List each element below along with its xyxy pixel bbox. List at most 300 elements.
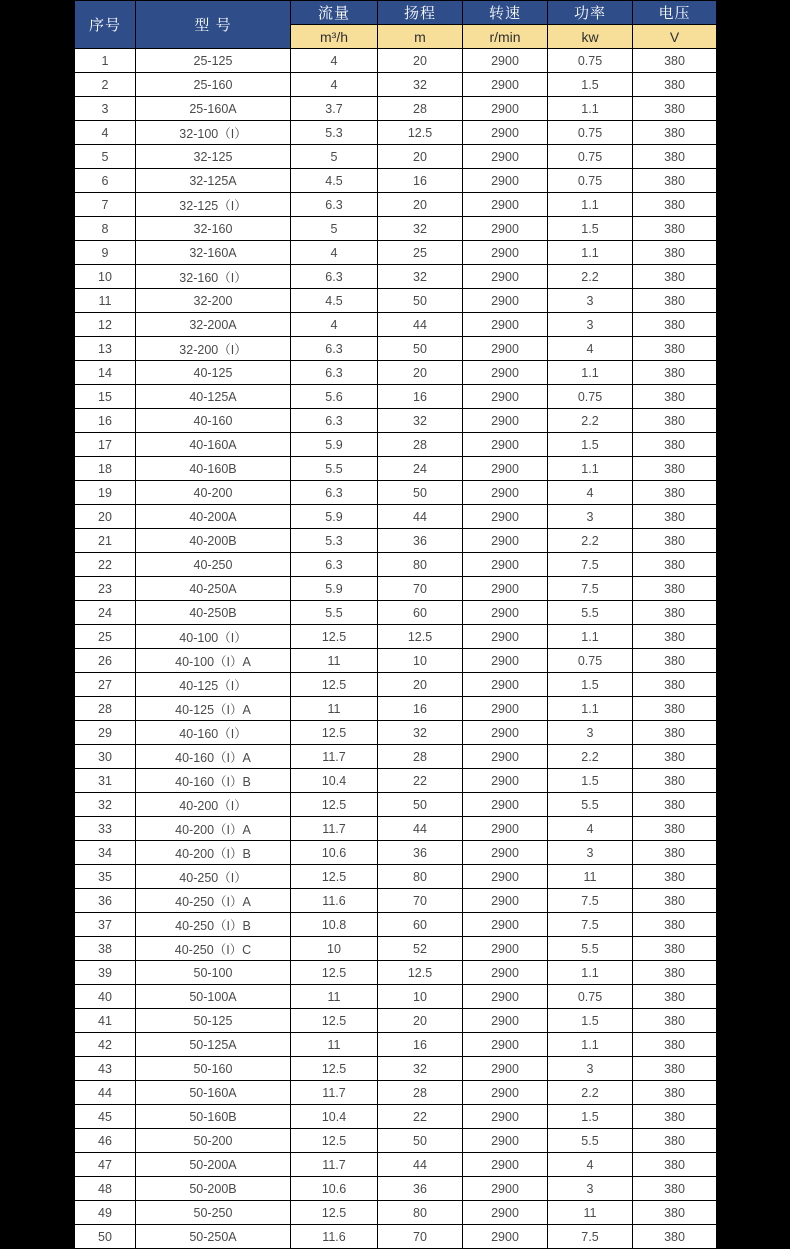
cell-power: 11 bbox=[548, 1201, 633, 1225]
cell-voltage: 380 bbox=[633, 721, 717, 745]
cell-speed: 2900 bbox=[463, 673, 548, 697]
cell-head: 50 bbox=[378, 793, 463, 817]
cell-speed: 2900 bbox=[463, 841, 548, 865]
cell-flow: 12.5 bbox=[291, 1009, 378, 1033]
cell-flow: 10.6 bbox=[291, 1177, 378, 1201]
cell-head: 44 bbox=[378, 313, 463, 337]
cell-voltage: 380 bbox=[633, 1009, 717, 1033]
cell-flow: 6.3 bbox=[291, 193, 378, 217]
cell-model: 50-200A bbox=[136, 1153, 291, 1177]
cell-power: 2.2 bbox=[548, 265, 633, 289]
cell-serial: 31 bbox=[75, 769, 136, 793]
cell-serial: 42 bbox=[75, 1033, 136, 1057]
unit-power: kw bbox=[548, 25, 633, 49]
cell-model: 50-250 bbox=[136, 1201, 291, 1225]
table-row bbox=[75, 169, 717, 193]
cell-model: 50-160A bbox=[136, 1081, 291, 1105]
cell-serial: 34 bbox=[75, 841, 136, 865]
cell-head: 12.5 bbox=[378, 625, 463, 649]
cell-serial: 5 bbox=[75, 145, 136, 169]
cell-speed: 2900 bbox=[463, 817, 548, 841]
cell-serial: 44 bbox=[75, 1081, 136, 1105]
cell-voltage: 380 bbox=[633, 817, 717, 841]
cell-speed: 2900 bbox=[463, 793, 548, 817]
table-row bbox=[75, 697, 717, 721]
cell-flow: 5.5 bbox=[291, 457, 378, 481]
table-row bbox=[75, 625, 717, 649]
cell-serial: 50 bbox=[75, 1225, 136, 1249]
cell-model: 40-125A bbox=[136, 385, 291, 409]
unit-voltage: V bbox=[633, 25, 717, 49]
table-row bbox=[75, 1177, 717, 1201]
cell-serial: 35 bbox=[75, 865, 136, 889]
table-row bbox=[75, 1225, 717, 1249]
cell-flow: 10.4 bbox=[291, 1105, 378, 1129]
cell-flow: 11.7 bbox=[291, 1081, 378, 1105]
cell-model: 40-200A bbox=[136, 505, 291, 529]
cell-model: 32-200 bbox=[136, 289, 291, 313]
cell-power: 7.5 bbox=[548, 889, 633, 913]
cell-power: 5.5 bbox=[548, 1129, 633, 1153]
cell-voltage: 380 bbox=[633, 913, 717, 937]
unit-flow: m³/h bbox=[291, 25, 378, 49]
cell-voltage: 380 bbox=[633, 289, 717, 313]
table-row bbox=[75, 1105, 717, 1129]
cell-model: 40-250A bbox=[136, 577, 291, 601]
cell-model: 40-125（I） bbox=[136, 673, 291, 697]
cell-speed: 2900 bbox=[463, 913, 548, 937]
cell-model: 32-125 bbox=[136, 145, 291, 169]
table-row bbox=[75, 841, 717, 865]
cell-model: 32-200A bbox=[136, 313, 291, 337]
table-row bbox=[75, 49, 717, 73]
cell-flow: 11.7 bbox=[291, 745, 378, 769]
table-row bbox=[75, 1129, 717, 1153]
cell-voltage: 380 bbox=[633, 1177, 717, 1201]
cell-model: 50-250A bbox=[136, 1225, 291, 1249]
cell-head: 60 bbox=[378, 601, 463, 625]
cell-head: 20 bbox=[378, 145, 463, 169]
cell-model: 32-125（I） bbox=[136, 193, 291, 217]
cell-voltage: 380 bbox=[633, 985, 717, 1009]
cell-power: 4 bbox=[548, 817, 633, 841]
cell-head: 32 bbox=[378, 1057, 463, 1081]
cell-power: 5.5 bbox=[548, 937, 633, 961]
cell-power: 1.1 bbox=[548, 697, 633, 721]
cell-serial: 14 bbox=[75, 361, 136, 385]
cell-model: 32-160 bbox=[136, 217, 291, 241]
cell-power: 4 bbox=[548, 1153, 633, 1177]
cell-model: 40-200（I）A bbox=[136, 817, 291, 841]
cell-model: 50-100 bbox=[136, 961, 291, 985]
table-row bbox=[75, 649, 717, 673]
cell-head: 80 bbox=[378, 1201, 463, 1225]
table-row bbox=[75, 937, 717, 961]
cell-serial: 39 bbox=[75, 961, 136, 985]
cell-speed: 2900 bbox=[463, 1009, 548, 1033]
cell-head: 24 bbox=[378, 457, 463, 481]
cell-speed: 2900 bbox=[463, 145, 548, 169]
cell-voltage: 380 bbox=[633, 313, 717, 337]
cell-power: 3 bbox=[548, 289, 633, 313]
cell-speed: 2900 bbox=[463, 97, 548, 121]
cell-speed: 2900 bbox=[463, 1105, 548, 1129]
cell-head: 32 bbox=[378, 73, 463, 97]
cell-flow: 12.5 bbox=[291, 865, 378, 889]
cell-model: 40-160（I）A bbox=[136, 745, 291, 769]
cell-voltage: 380 bbox=[633, 601, 717, 625]
cell-power: 2.2 bbox=[548, 745, 633, 769]
cell-serial: 24 bbox=[75, 601, 136, 625]
table-row bbox=[75, 985, 717, 1009]
cell-model: 32-100（I） bbox=[136, 121, 291, 145]
cell-head: 16 bbox=[378, 169, 463, 193]
cell-power: 4 bbox=[548, 337, 633, 361]
cell-model: 40-250（I）C bbox=[136, 937, 291, 961]
column-header-voltage: 电压 bbox=[633, 1, 717, 25]
cell-power: 3 bbox=[548, 1057, 633, 1081]
cell-serial: 20 bbox=[75, 505, 136, 529]
cell-serial: 21 bbox=[75, 529, 136, 553]
cell-head: 22 bbox=[378, 769, 463, 793]
cell-flow: 10.6 bbox=[291, 841, 378, 865]
cell-model: 40-160（I）B bbox=[136, 769, 291, 793]
cell-flow: 10.8 bbox=[291, 913, 378, 937]
cell-model: 50-125A bbox=[136, 1033, 291, 1057]
cell-flow: 5 bbox=[291, 145, 378, 169]
cell-voltage: 380 bbox=[633, 385, 717, 409]
cell-flow: 12.5 bbox=[291, 793, 378, 817]
cell-speed: 2900 bbox=[463, 721, 548, 745]
cell-serial: 17 bbox=[75, 433, 136, 457]
cell-power: 7.5 bbox=[548, 553, 633, 577]
table-row bbox=[75, 913, 717, 937]
cell-model: 25-160 bbox=[136, 73, 291, 97]
cell-model: 50-100A bbox=[136, 985, 291, 1009]
cell-voltage: 380 bbox=[633, 193, 717, 217]
cell-speed: 2900 bbox=[463, 1225, 548, 1249]
cell-serial: 23 bbox=[75, 577, 136, 601]
cell-serial: 27 bbox=[75, 673, 136, 697]
cell-speed: 2900 bbox=[463, 193, 548, 217]
cell-flow: 5.3 bbox=[291, 121, 378, 145]
cell-speed: 2900 bbox=[463, 553, 548, 577]
cell-head: 44 bbox=[378, 817, 463, 841]
cell-voltage: 380 bbox=[633, 1153, 717, 1177]
cell-power: 1.1 bbox=[548, 457, 633, 481]
table-row bbox=[75, 577, 717, 601]
cell-power: 1.5 bbox=[548, 1105, 633, 1129]
cell-head: 20 bbox=[378, 673, 463, 697]
cell-flow: 12.5 bbox=[291, 673, 378, 697]
table-row bbox=[75, 745, 717, 769]
cell-voltage: 380 bbox=[633, 529, 717, 553]
cell-power: 5.5 bbox=[548, 793, 633, 817]
cell-speed: 2900 bbox=[463, 961, 548, 985]
cell-model: 25-125 bbox=[136, 49, 291, 73]
table-row bbox=[75, 409, 717, 433]
cell-speed: 2900 bbox=[463, 433, 548, 457]
cell-power: 1.5 bbox=[548, 73, 633, 97]
cell-power: 5.5 bbox=[548, 601, 633, 625]
cell-model: 40-100（I） bbox=[136, 625, 291, 649]
cell-head: 70 bbox=[378, 889, 463, 913]
table-row bbox=[75, 769, 717, 793]
cell-voltage: 380 bbox=[633, 265, 717, 289]
cell-speed: 2900 bbox=[463, 1177, 548, 1201]
cell-voltage: 380 bbox=[633, 841, 717, 865]
cell-speed: 2900 bbox=[463, 217, 548, 241]
cell-model: 32-160A bbox=[136, 241, 291, 265]
table-row bbox=[75, 265, 717, 289]
cell-serial: 48 bbox=[75, 1177, 136, 1201]
cell-head: 28 bbox=[378, 433, 463, 457]
cell-model: 40-160（I） bbox=[136, 721, 291, 745]
cell-head: 12.5 bbox=[378, 121, 463, 145]
cell-serial: 18 bbox=[75, 457, 136, 481]
table-header bbox=[75, 1, 717, 49]
pump-spec-table-container bbox=[74, 0, 716, 1248]
cell-flow: 3.7 bbox=[291, 97, 378, 121]
cell-serial: 43 bbox=[75, 1057, 136, 1081]
cell-serial: 30 bbox=[75, 745, 136, 769]
cell-serial: 49 bbox=[75, 1201, 136, 1225]
cell-flow: 11 bbox=[291, 1033, 378, 1057]
cell-voltage: 380 bbox=[633, 481, 717, 505]
cell-serial: 40 bbox=[75, 985, 136, 1009]
cell-head: 44 bbox=[378, 505, 463, 529]
table-row bbox=[75, 73, 717, 97]
cell-power: 0.75 bbox=[548, 985, 633, 1009]
cell-model: 40-100（I）A bbox=[136, 649, 291, 673]
table-row bbox=[75, 1201, 717, 1225]
cell-head: 28 bbox=[378, 745, 463, 769]
cell-power: 7.5 bbox=[548, 1225, 633, 1249]
cell-head: 32 bbox=[378, 409, 463, 433]
cell-model: 40-250B bbox=[136, 601, 291, 625]
table-row bbox=[75, 481, 717, 505]
cell-model: 40-200 bbox=[136, 481, 291, 505]
cell-model: 40-250 bbox=[136, 553, 291, 577]
cell-head: 10 bbox=[378, 649, 463, 673]
table-row bbox=[75, 553, 717, 577]
cell-voltage: 380 bbox=[633, 361, 717, 385]
cell-speed: 2900 bbox=[463, 1057, 548, 1081]
cell-speed: 2900 bbox=[463, 361, 548, 385]
cell-power: 3 bbox=[548, 1177, 633, 1201]
cell-serial: 37 bbox=[75, 913, 136, 937]
cell-serial: 4 bbox=[75, 121, 136, 145]
cell-flow: 12.5 bbox=[291, 1129, 378, 1153]
cell-serial: 22 bbox=[75, 553, 136, 577]
table-row bbox=[75, 1081, 717, 1105]
cell-voltage: 380 bbox=[633, 145, 717, 169]
cell-power: 0.75 bbox=[548, 649, 633, 673]
cell-model: 40-250（I）A bbox=[136, 889, 291, 913]
cell-model: 32-200（I） bbox=[136, 337, 291, 361]
table-row bbox=[75, 289, 717, 313]
table-row bbox=[75, 721, 717, 745]
cell-flow: 6.3 bbox=[291, 409, 378, 433]
cell-voltage: 380 bbox=[633, 1081, 717, 1105]
cell-speed: 2900 bbox=[463, 481, 548, 505]
table-body bbox=[75, 49, 717, 1249]
cell-flow: 4.5 bbox=[291, 169, 378, 193]
cell-flow: 5 bbox=[291, 217, 378, 241]
cell-speed: 2900 bbox=[463, 649, 548, 673]
cell-serial: 16 bbox=[75, 409, 136, 433]
cell-speed: 2900 bbox=[463, 889, 548, 913]
cell-power: 1.1 bbox=[548, 97, 633, 121]
cell-voltage: 380 bbox=[633, 1033, 717, 1057]
cell-voltage: 380 bbox=[633, 553, 717, 577]
pump-spec-table bbox=[74, 0, 717, 1249]
cell-power: 3 bbox=[548, 721, 633, 745]
table-row bbox=[75, 433, 717, 457]
cell-flow: 4 bbox=[291, 49, 378, 73]
cell-voltage: 380 bbox=[633, 673, 717, 697]
table-row bbox=[75, 889, 717, 913]
cell-speed: 2900 bbox=[463, 1033, 548, 1057]
column-header-power: 功率 bbox=[548, 1, 633, 25]
cell-head: 16 bbox=[378, 385, 463, 409]
cell-model: 40-200（I）B bbox=[136, 841, 291, 865]
column-header-model: 型 号 bbox=[136, 1, 291, 49]
cell-speed: 2900 bbox=[463, 601, 548, 625]
cell-model: 40-125（I）A bbox=[136, 697, 291, 721]
cell-voltage: 380 bbox=[633, 169, 717, 193]
cell-head: 80 bbox=[378, 865, 463, 889]
cell-head: 52 bbox=[378, 937, 463, 961]
cell-head: 22 bbox=[378, 1105, 463, 1129]
cell-serial: 41 bbox=[75, 1009, 136, 1033]
cell-serial: 29 bbox=[75, 721, 136, 745]
cell-flow: 4 bbox=[291, 73, 378, 97]
cell-flow: 6.3 bbox=[291, 265, 378, 289]
cell-flow: 11.7 bbox=[291, 1153, 378, 1177]
cell-power: 0.75 bbox=[548, 385, 633, 409]
cell-head: 36 bbox=[378, 529, 463, 553]
cell-model: 40-160A bbox=[136, 433, 291, 457]
cell-head: 36 bbox=[378, 1177, 463, 1201]
cell-model: 40-125 bbox=[136, 361, 291, 385]
cell-speed: 2900 bbox=[463, 457, 548, 481]
cell-voltage: 380 bbox=[633, 745, 717, 769]
cell-head: 16 bbox=[378, 1033, 463, 1057]
cell-model: 40-160B bbox=[136, 457, 291, 481]
cell-serial: 46 bbox=[75, 1129, 136, 1153]
table-row bbox=[75, 601, 717, 625]
cell-head: 16 bbox=[378, 697, 463, 721]
cell-head: 70 bbox=[378, 577, 463, 601]
cell-speed: 2900 bbox=[463, 73, 548, 97]
cell-voltage: 380 bbox=[633, 865, 717, 889]
cell-power: 4 bbox=[548, 481, 633, 505]
cell-speed: 2900 bbox=[463, 1201, 548, 1225]
cell-speed: 2900 bbox=[463, 697, 548, 721]
cell-speed: 2900 bbox=[463, 409, 548, 433]
cell-speed: 2900 bbox=[463, 529, 548, 553]
cell-head: 28 bbox=[378, 97, 463, 121]
cell-flow: 6.3 bbox=[291, 337, 378, 361]
cell-flow: 4.5 bbox=[291, 289, 378, 313]
table-row bbox=[75, 385, 717, 409]
cell-serial: 8 bbox=[75, 217, 136, 241]
cell-voltage: 380 bbox=[633, 697, 717, 721]
cell-head: 32 bbox=[378, 265, 463, 289]
cell-voltage: 380 bbox=[633, 505, 717, 529]
cell-serial: 32 bbox=[75, 793, 136, 817]
cell-serial: 3 bbox=[75, 97, 136, 121]
cell-speed: 2900 bbox=[463, 265, 548, 289]
table-row bbox=[75, 1057, 717, 1081]
cell-flow: 10.4 bbox=[291, 769, 378, 793]
table-row bbox=[75, 961, 717, 985]
cell-serial: 7 bbox=[75, 193, 136, 217]
cell-serial: 47 bbox=[75, 1153, 136, 1177]
table-row bbox=[75, 145, 717, 169]
table-row bbox=[75, 865, 717, 889]
cell-power: 11 bbox=[548, 865, 633, 889]
cell-voltage: 380 bbox=[633, 241, 717, 265]
cell-serial: 36 bbox=[75, 889, 136, 913]
cell-voltage: 380 bbox=[633, 1201, 717, 1225]
cell-flow: 11 bbox=[291, 985, 378, 1009]
cell-flow: 5.3 bbox=[291, 529, 378, 553]
cell-power: 1.1 bbox=[548, 361, 633, 385]
cell-power: 1.1 bbox=[548, 193, 633, 217]
cell-flow: 12.5 bbox=[291, 961, 378, 985]
table-row bbox=[75, 673, 717, 697]
cell-serial: 38 bbox=[75, 937, 136, 961]
cell-speed: 2900 bbox=[463, 1129, 548, 1153]
cell-voltage: 380 bbox=[633, 433, 717, 457]
cell-flow: 5.9 bbox=[291, 577, 378, 601]
cell-head: 20 bbox=[378, 361, 463, 385]
table-row bbox=[75, 1153, 717, 1177]
cell-head: 50 bbox=[378, 1129, 463, 1153]
cell-voltage: 380 bbox=[633, 793, 717, 817]
cell-speed: 2900 bbox=[463, 577, 548, 601]
cell-flow: 6.3 bbox=[291, 553, 378, 577]
cell-serial: 45 bbox=[75, 1105, 136, 1129]
cell-voltage: 380 bbox=[633, 337, 717, 361]
cell-power: 7.5 bbox=[548, 577, 633, 601]
cell-head: 44 bbox=[378, 1153, 463, 1177]
table-row bbox=[75, 97, 717, 121]
cell-voltage: 380 bbox=[633, 937, 717, 961]
cell-flow: 5.6 bbox=[291, 385, 378, 409]
cell-flow: 4 bbox=[291, 313, 378, 337]
cell-head: 36 bbox=[378, 841, 463, 865]
cell-flow: 5.9 bbox=[291, 433, 378, 457]
cell-head: 20 bbox=[378, 1009, 463, 1033]
cell-power: 0.75 bbox=[548, 121, 633, 145]
cell-head: 20 bbox=[378, 193, 463, 217]
cell-model: 50-160 bbox=[136, 1057, 291, 1081]
cell-head: 12.5 bbox=[378, 961, 463, 985]
cell-speed: 2900 bbox=[463, 1081, 548, 1105]
cell-power: 0.75 bbox=[548, 49, 633, 73]
cell-head: 25 bbox=[378, 241, 463, 265]
cell-speed: 2900 bbox=[463, 289, 548, 313]
cell-model: 50-200B bbox=[136, 1177, 291, 1201]
table-row bbox=[75, 193, 717, 217]
cell-head: 70 bbox=[378, 1225, 463, 1249]
cell-power: 3 bbox=[548, 313, 633, 337]
cell-serial: 26 bbox=[75, 649, 136, 673]
cell-model: 32-160（I） bbox=[136, 265, 291, 289]
